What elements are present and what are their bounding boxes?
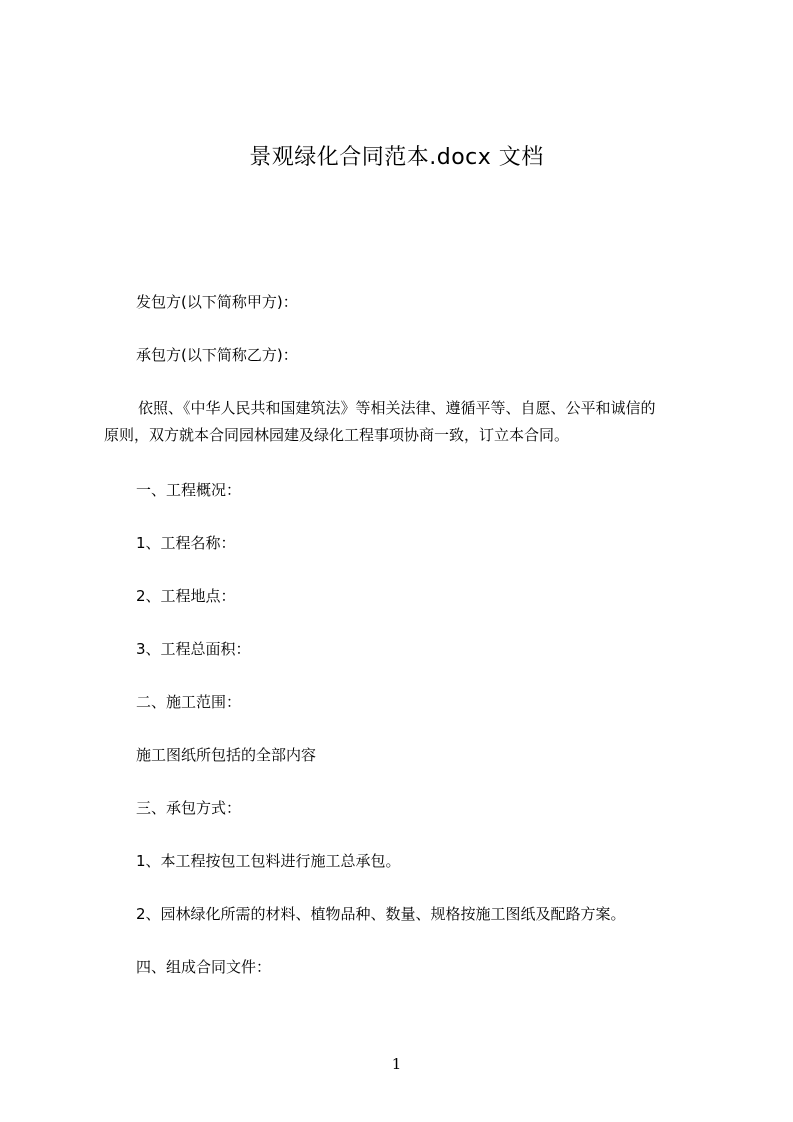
section-2-heading: 二、施工范围： xyxy=(136,693,242,711)
section-4-heading: 四、组成合同文件： xyxy=(136,958,272,976)
party-a-line: 发包方(以下简称甲方)： xyxy=(136,293,298,311)
section-1-item-1: 1、工程名称： xyxy=(136,534,236,552)
page-number: 1 xyxy=(391,1055,402,1073)
intro-paragraph-line-1: 依照、《中华人民共和国建筑法》等相关法律、遵循平等、自愿、公平和诚信的 xyxy=(138,399,656,417)
section-3-item-1: 1、本工程按包工包料进行施工总承包。 xyxy=(136,852,401,870)
section-3-heading: 三、承包方式： xyxy=(136,799,242,817)
intro-paragraph xyxy=(104,395,704,449)
intro-paragraph-line-2: 原则，双方就本合同园林园建及绿化工程事项协商一致，订立本合同。 xyxy=(104,426,570,444)
document-title: 景观绿化合同范本.docx 文档 xyxy=(249,145,544,170)
section-2-text: 施工图纸所包括的全部内容 xyxy=(136,746,317,764)
section-1-item-3: 3、工程总面积： xyxy=(136,640,251,658)
section-1-heading: 一、工程概况： xyxy=(136,481,242,499)
section-1-item-2: 2、工程地点： xyxy=(136,587,236,605)
party-b-line: 承包方(以下简称乙方)： xyxy=(136,346,298,364)
section-3-item-2: 2、园林绿化所需的材料、植物品种、数量、规格按施工图纸及配路方案。 xyxy=(136,905,626,923)
